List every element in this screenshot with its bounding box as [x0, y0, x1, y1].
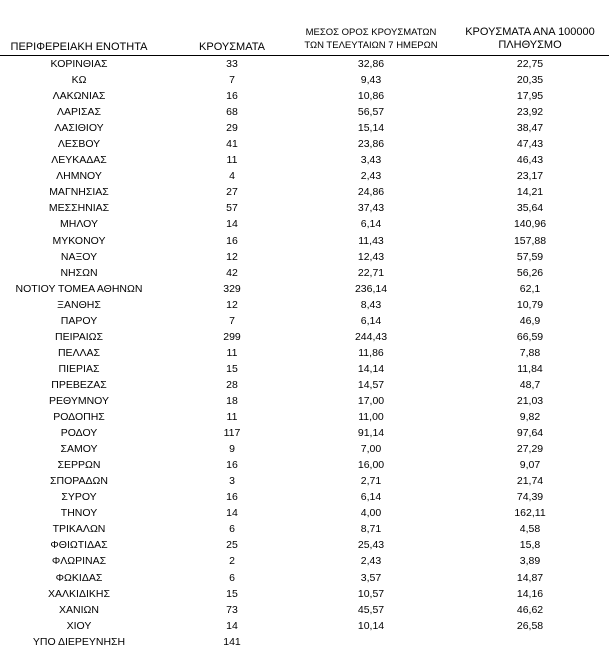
cell-seven-day-average: 236,14	[354, 282, 388, 295]
cell-per-100000: 157,88	[513, 234, 547, 247]
cell-region: ΝΗΣΩΝ	[60, 266, 98, 279]
cell-seven-day-average: 14,57	[357, 378, 385, 391]
cell-per-100000: 10,79	[516, 298, 544, 311]
cell-region: ΤΗΝΟΥ	[60, 507, 98, 520]
cell-region: ΠΙΕΡΙΑΣ	[58, 362, 100, 375]
cell-region: ΚΟΡΙΝΘΙΑΣ	[50, 58, 108, 70]
table-row	[0, 56, 609, 72]
cell-cases: 29	[226, 122, 238, 135]
cell-seven-day-average: 9,43	[360, 74, 382, 87]
cell-per-100000: 46,62	[516, 603, 544, 616]
table-row	[0, 618, 609, 634]
cell-seven-day-average: 91,14	[357, 427, 385, 440]
cell-cases: 18	[226, 394, 238, 407]
cell-per-100000: 66,59	[516, 330, 544, 343]
cell-seven-day-average: 10,57	[357, 587, 385, 600]
table-row	[0, 184, 609, 200]
table-row	[0, 281, 609, 297]
cell-per-100000: 21,74	[516, 475, 544, 488]
table-row	[0, 361, 609, 377]
cell-region: ΠΑΡΟΥ	[60, 314, 98, 327]
cell-seven-day-average: 22,71	[357, 266, 385, 279]
cell-per-100000: 97,64	[516, 427, 544, 440]
cell-per-100000: 26,58	[516, 619, 544, 632]
cell-seven-day-average: 3,43	[360, 154, 382, 167]
cell-per-100000: 38,47	[516, 122, 544, 135]
cell-seven-day-average: 8,71	[360, 523, 382, 536]
table-row	[0, 553, 609, 569]
cell-seven-day-average: 6,14	[360, 314, 382, 327]
cell-region: ΣΕΡΡΩΝ	[57, 459, 101, 472]
cell-region: ΡΕΘΥΜΝΟΥ	[48, 394, 109, 407]
header-avg-line-1: ΜΕΣΟΣ ΟΡΟΣ ΚΡΟΥΣΜΑΤΩΝ	[305, 27, 437, 38]
cell-seven-day-average: 2,43	[360, 555, 382, 568]
cell-region: ΛΗΜΝΟΥ	[56, 170, 102, 183]
cell-per-100000: 46,9	[519, 314, 541, 327]
cell-cases: 73	[226, 603, 238, 616]
cell-seven-day-average: 7,00	[360, 443, 382, 456]
cell-per-100000: 15,8	[519, 539, 541, 552]
cell-per-100000: 17,95	[516, 90, 544, 103]
cell-cases: 11	[226, 346, 238, 359]
cell-seven-day-average: 14,14	[357, 362, 385, 375]
cell-per-100000: 21,03	[516, 394, 544, 407]
cell-region: ΣΠΟΡΑΔΩΝ	[50, 475, 108, 488]
table-row	[0, 586, 609, 602]
cell-cases: 57	[226, 202, 238, 215]
cell-cases: 15	[226, 362, 238, 375]
cell-cases: 16	[226, 234, 238, 247]
table-row	[0, 216, 609, 232]
cell-per-100000: 35,64	[516, 202, 544, 215]
cell-cases: 6	[229, 523, 235, 536]
cell-cases: 11	[226, 411, 238, 424]
cell-per-100000: 46,43	[516, 154, 544, 167]
cell-cases: 14	[226, 507, 238, 520]
cell-seven-day-average: 4,00	[360, 507, 382, 520]
table-row	[0, 602, 609, 618]
cell-region: ΥΠΟ ΔΙΕΡΕΥΝΗΣΗ	[32, 635, 126, 648]
cell-per-100000: 48,7	[519, 378, 541, 391]
cell-seven-day-average: 11,43	[358, 234, 384, 247]
cell-region: ΛΑΚΩΝΙΑΣ	[52, 90, 106, 103]
cell-per-100000: 23,92	[516, 106, 544, 119]
cell-cases: 33	[226, 58, 238, 70]
cell-region: ΧΑΝΙΩΝ	[59, 603, 99, 616]
cell-cases: 11	[226, 154, 238, 167]
cell-cases: 3	[229, 475, 235, 488]
cell-per-100000: 140,96	[513, 218, 547, 231]
cell-region: ΜΗΛΟΥ	[60, 218, 98, 231]
cell-cases: 42	[226, 266, 238, 279]
table-row	[0, 537, 609, 553]
cell-seven-day-average: 32,86	[357, 58, 385, 70]
cell-cases: 12	[226, 250, 238, 263]
cell-cases: 329	[223, 282, 241, 295]
cell-region: ΝΑΞΟΥ	[60, 250, 98, 263]
cell-per-100000: 74,39	[516, 491, 544, 504]
cell-per-100000: 47,43	[516, 138, 544, 151]
table-row	[0, 521, 609, 537]
cell-per-100000: 7,88	[519, 346, 541, 359]
cell-region: ΝΟΤΙΟΥ ΤΟΜΕΑ ΑΘΗΝΩΝ	[15, 282, 143, 295]
cell-seven-day-average: 11,00	[358, 411, 384, 424]
cell-cases: 14	[226, 218, 238, 231]
cell-seven-day-average: 11,86	[358, 346, 384, 359]
cell-per-100000: 27,29	[516, 443, 544, 456]
table-row	[0, 120, 609, 136]
cell-per-100000: 20,35	[516, 74, 544, 87]
cell-region: ΛΕΣΒΟΥ	[57, 138, 101, 151]
cell-seven-day-average: 16,00	[357, 459, 385, 472]
cell-per-100000: 11,84	[517, 362, 543, 375]
cell-seven-day-average: 12,43	[357, 250, 385, 263]
cell-region: ΣΑΜΟΥ	[60, 443, 98, 456]
cell-seven-day-average: 244,43	[354, 330, 388, 343]
table-row	[0, 329, 609, 345]
cell-seven-day-average: 10,86	[357, 90, 385, 103]
header-per-line-2: ΠΛΗΘΥΣΜΟ	[498, 39, 562, 51]
cell-seven-day-average: 37,43	[357, 202, 385, 215]
cell-region: ΠΡΕΒΕΖΑΣ	[51, 378, 107, 391]
table-row	[0, 136, 609, 152]
cell-cases: 9	[229, 443, 235, 456]
table-row	[0, 233, 609, 249]
cell-region: ΛΕΥΚΑΔΑΣ	[51, 154, 107, 167]
table-row	[0, 200, 609, 216]
table-row	[0, 168, 609, 184]
header-region: ΠΕΡΙΦΕΡΕΙΑΚΗ ΕΝΟΤΗΤΑ	[10, 41, 148, 53]
cell-seven-day-average: 15,14	[357, 122, 385, 135]
cell-region: ΡΟΔΟΥ	[60, 427, 98, 440]
table-row	[0, 88, 609, 104]
cell-region: ΞΑΝΘΗΣ	[57, 298, 101, 311]
cell-per-100000: 56,26	[516, 266, 544, 279]
cell-region: ΜΕΣΣΗΝΙΑΣ	[48, 202, 110, 215]
cell-cases: 16	[226, 90, 238, 103]
cell-seven-day-average: 56,57	[357, 106, 385, 119]
table-row	[0, 297, 609, 313]
cell-per-100000: 62,1	[519, 282, 541, 295]
cell-per-100000: 14,16	[516, 587, 544, 600]
cell-per-100000: 4,58	[519, 523, 541, 536]
table-row	[0, 393, 609, 409]
cell-per-100000: 9,07	[519, 459, 541, 472]
cell-seven-day-average: 45,57	[357, 603, 385, 616]
table-row	[0, 505, 609, 521]
table-row	[0, 377, 609, 393]
cell-region: ΧΙΟΥ	[66, 619, 92, 632]
table-row	[0, 152, 609, 168]
cell-cases: 16	[226, 459, 238, 472]
header-per-100000	[450, 26, 609, 52]
cell-region: ΜΑΓΝΗΣΙΑΣ	[49, 186, 109, 199]
header-cases: ΚΡΟΥΣΜΑΤΑ	[199, 41, 265, 53]
cell-region: ΠΕΛΛΑΣ	[57, 346, 101, 359]
cell-seven-day-average: 25,43	[357, 539, 385, 552]
table-row	[0, 104, 609, 120]
cell-region: ΛΑΣΙΘΙΟΥ	[54, 122, 104, 135]
cell-cases: 15	[226, 587, 238, 600]
cell-cases: 2	[229, 555, 235, 568]
table-row	[0, 72, 609, 88]
cell-cases: 41	[226, 138, 238, 151]
cell-seven-day-average: 8,43	[360, 298, 382, 311]
table-row	[0, 249, 609, 265]
cell-region: ΜΥΚΟΝΟΥ	[52, 234, 106, 247]
cell-cases: 12	[226, 298, 238, 311]
cell-per-100000: 23,17	[516, 170, 544, 183]
table-row	[0, 473, 609, 489]
cell-cases: 68	[226, 106, 238, 119]
table-row	[0, 489, 609, 505]
cell-seven-day-average: 23,86	[357, 138, 385, 151]
cell-per-100000: 22,75	[516, 58, 544, 70]
cell-seven-day-average: 10,14	[357, 619, 385, 632]
header-avg-line-2: ΤΩΝ ΤΕΛΕΥΤΑΙΩΝ 7 ΗΜΕΡΩΝ	[304, 39, 438, 51]
cell-region: ΣΥΡΟΥ	[61, 491, 97, 504]
table-row	[0, 441, 609, 457]
cell-per-100000: 14,21	[516, 186, 544, 199]
cell-region: ΛΑΡΙΣΑΣ	[57, 106, 101, 119]
header-per-line-1: ΚΡΟΥΣΜΑΤΑ ΑΝΑ 100000	[465, 26, 595, 38]
table-row	[0, 313, 609, 329]
cell-cases: 28	[226, 378, 238, 391]
cell-cases: 6	[229, 571, 235, 584]
cell-region: ΡΟΔΟΠΗΣ	[53, 411, 105, 424]
cell-seven-day-average: 24,86	[357, 186, 385, 199]
cell-region: ΠΕΙΡΑΙΩΣ	[55, 330, 103, 343]
cell-cases: 16	[226, 491, 238, 504]
cell-region: ΦΛΩΡΙΝΑΣ	[51, 555, 107, 568]
cell-region: ΦΩΚΙΔΑΣ	[55, 571, 103, 584]
cell-per-100000: 57,59	[516, 250, 544, 263]
table-header	[0, 0, 609, 56]
cell-seven-day-average: 2,71	[360, 475, 382, 488]
cell-per-100000: 3,89	[519, 555, 541, 568]
cell-cases: 7	[229, 74, 235, 87]
table-row	[0, 570, 609, 586]
cell-region: ΧΑΛΚΙΔΙΚΗΣ	[48, 587, 110, 600]
cell-cases: 14	[226, 619, 238, 632]
table-row	[0, 409, 609, 425]
table-row	[0, 345, 609, 361]
cell-cases: 27	[226, 186, 238, 199]
cell-seven-day-average: 6,14	[360, 491, 382, 504]
cell-seven-day-average: 3,57	[360, 571, 382, 584]
cell-region: ΚΩ	[71, 74, 87, 87]
table-row	[0, 634, 609, 650]
cell-cases: 7	[229, 314, 235, 327]
table-row	[0, 265, 609, 281]
cell-cases: 117	[223, 427, 241, 440]
cell-cases: 4	[229, 170, 235, 183]
cell-seven-day-average: 2,43	[360, 170, 382, 183]
cell-region: ΤΡΙΚΑΛΩΝ	[52, 523, 106, 536]
cell-per-100000: 162,11	[514, 507, 546, 520]
cell-region: ΦΘΙΩΤΙΔΑΣ	[50, 539, 108, 552]
cell-cases: 299	[223, 330, 241, 343]
cell-per-100000: 14,87	[516, 571, 544, 584]
cell-seven-day-average: 6,14	[360, 218, 382, 231]
header-seven-day-average	[298, 27, 444, 52]
table-row	[0, 457, 609, 473]
cell-cases: 141	[223, 635, 241, 648]
table-row	[0, 425, 609, 441]
cell-seven-day-average: 17,00	[357, 394, 385, 407]
cell-cases: 25	[226, 539, 238, 552]
table-body	[0, 56, 609, 650]
cell-per-100000: 9,82	[519, 411, 541, 424]
